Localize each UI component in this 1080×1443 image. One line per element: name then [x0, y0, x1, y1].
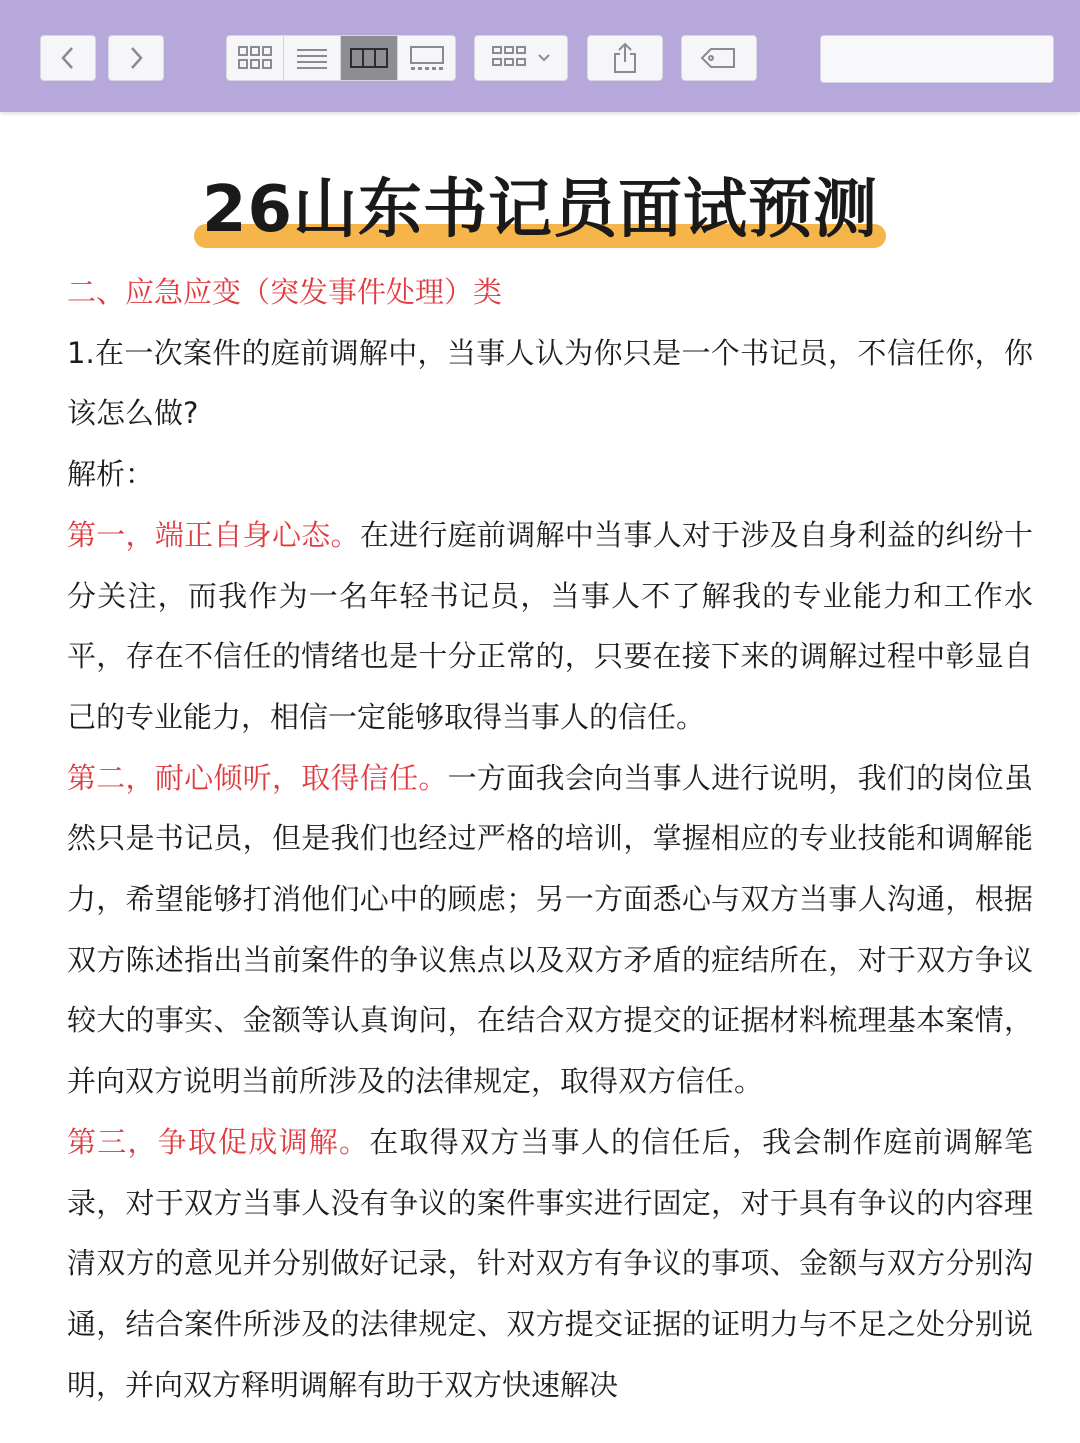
column-view-button[interactable] [341, 36, 398, 80]
point-paragraph [67, 505, 1033, 748]
tag-icon [699, 44, 739, 72]
group-by-icon [490, 44, 530, 72]
point-paragraph [67, 748, 1033, 1112]
view-mode-switcher [226, 35, 456, 81]
back-button[interactable] [40, 35, 96, 81]
group-by-button[interactable] [474, 35, 568, 81]
share-button[interactable] [587, 35, 663, 81]
finder-toolbar [0, 0, 1080, 112]
point-lead: 第二，耐心倾听，取得信任。 [67, 760, 448, 795]
tag-button[interactable] [681, 35, 757, 81]
point-lead: 第三，争取促成调解。 [67, 1124, 370, 1159]
section-heading: 二、应急应变（突发事件处理）类 [67, 275, 503, 309]
page-title [194, 170, 886, 250]
column-view-icon [349, 46, 389, 70]
point-paragraph [67, 1112, 1033, 1416]
list-view-button[interactable] [284, 36, 341, 80]
chevron-right-icon [125, 45, 147, 71]
grid-view-button[interactable] [227, 36, 284, 80]
gallery-view-button[interactable] [398, 36, 455, 80]
forward-button[interactable] [108, 35, 164, 81]
analysis-label: 解析： [67, 457, 155, 492]
point-body: 一方面我会向当事人进行说明，我们的岗位虽然只是书记员，但是我们也经过严格的培训，掌握相应的专业技能和调解能力，希望能够打消他们心中的顾虑；另一方面悉心与双方当事人沟通，根据双方陈述指出当前案件的争议焦点以及双方矛盾的症结所在，对于双方争议较大的事实、金额等认真询问，在结合双方提交的证据材料梳理基本案情，并向双方说明当前所涉及的法律规定，取得双方信任。 [67, 760, 1033, 1099]
document-body [67, 262, 1033, 1415]
search-field[interactable] [820, 35, 1054, 83]
question-text: 1.在一次案件的庭前调解中，当事人认为你只是一个书记员，不信任你，你该怎么做? [67, 335, 1033, 431]
search-input[interactable] [829, 35, 1058, 83]
list-view-icon [294, 45, 330, 71]
chevron-down-icon [536, 52, 552, 64]
title-area [0, 170, 1080, 250]
page-title-text: 26山东书记员面试预测 [201, 173, 879, 247]
gallery-view-icon [407, 44, 447, 72]
share-icon [610, 41, 640, 75]
point-body: 在进行庭前调解中当事人对于涉及自身利益的纠纷十分关注，而我作为一名年轻书记员，当事人不了解我的专业能力和工作水平，存在不信任的情绪也是十分正常的，只要在接下来的调解过程中彰显自己的专业能力，相信一定能够取得当事人的信任。 [67, 517, 1033, 734]
point-lead: 第一，端正自身心态。 [67, 517, 360, 552]
grid-view-icon [235, 44, 275, 72]
point-body: 在取得双方当事人的信任后，我会制作庭前调解笔录，对于双方当事人没有争议的案件事实进行固定，对于具有争议的内容理清双方的意见并分别做好记录，针对双方有争议的事项、金额与双方分别沟通，结合案件所涉及的法律规定、双方提交证据的证明力与不足之处分别说明，并向双方释明调解有助于双方快速解决 [67, 1124, 1033, 1402]
chevron-left-icon [57, 45, 79, 71]
